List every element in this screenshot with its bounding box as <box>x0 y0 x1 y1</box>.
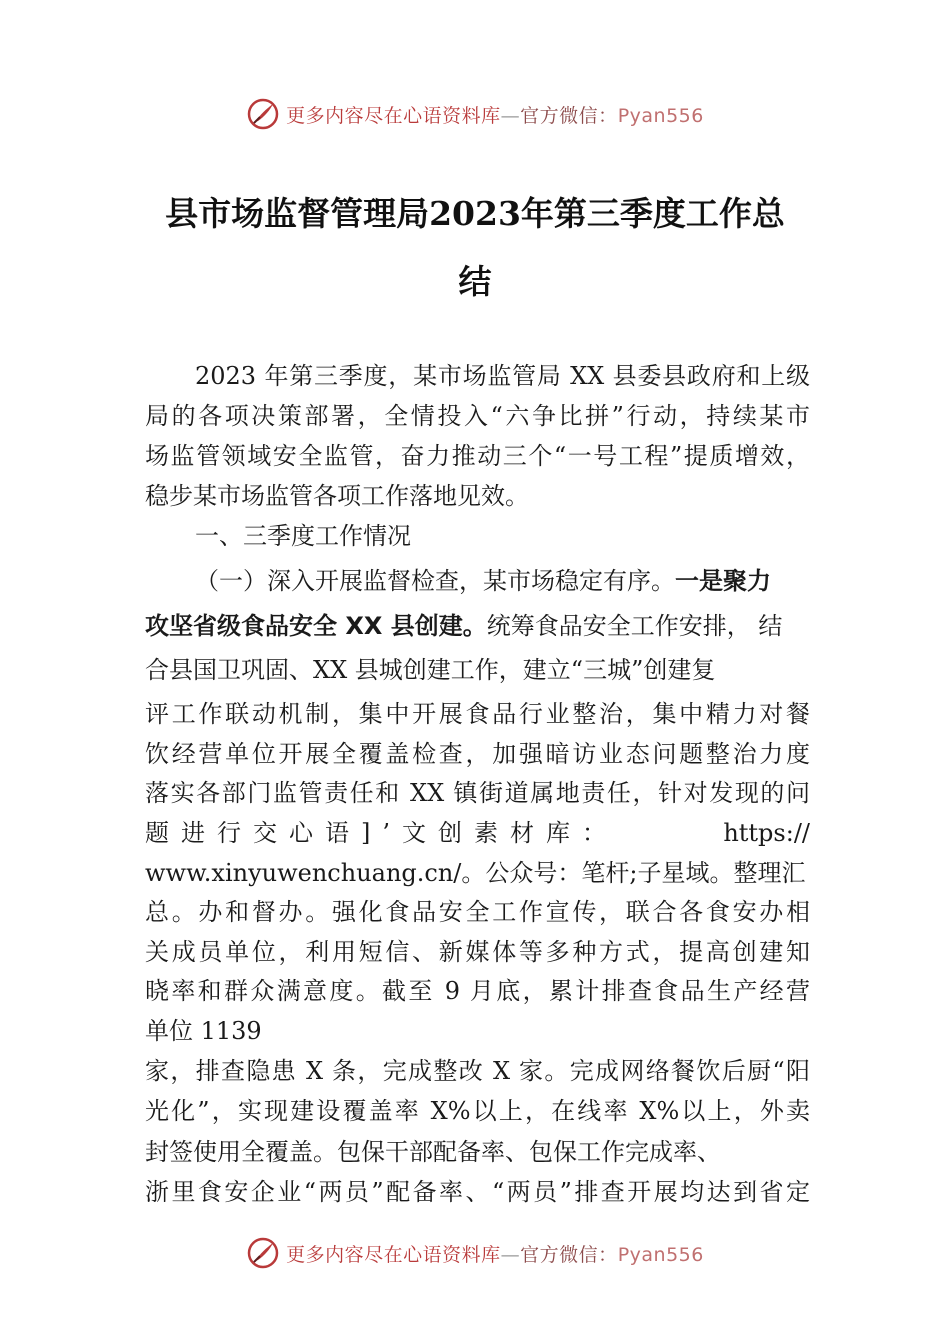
body-line: 家，排查隐患 X 条，完成整改 X 家。完成网络餐饮后厨“阳 <box>145 1057 810 1085</box>
body-line: 关成员单位，利用短信、新媒体等多种方式，提高创建知 <box>145 938 810 966</box>
body-line: 2023 年第三季度，某市场监管局 XX 县委县政府和上级 <box>195 362 810 390</box>
watermark-text: 更多内容尽在心语资料库 <box>286 104 501 127</box>
body-line: 晓率和群众满意度。截至 9 月底，累计排查食品生产经营 <box>145 977 810 1005</box>
body-line: 浙里食安企业“两员”配备率、“两员”排查开展均达到省定 <box>145 1178 810 1206</box>
body-line: 场监管领域安全监管，奋力推动三个“一号工程”提质增效， <box>145 442 810 470</box>
section-heading: 一、三季度工作情况 <box>195 522 411 550</box>
body-line: 光化”，实现建设覆盖率 X%以上，在线率 X%以上，外卖 <box>145 1097 810 1125</box>
watermark-wechat-label: 官方微信： <box>520 1243 618 1266</box>
body-line: 合县国卫巩固、XX 县城创建工作，建立“三城”创建复 <box>145 656 716 684</box>
body-line: 落实各部门监管责任和 XX 镇街道属地责任，针对发现的问 <box>145 779 810 807</box>
watermark-separator: — <box>500 104 521 127</box>
bold-heading-part-1: 一是聚力 <box>675 567 771 595</box>
subsection-line <box>195 566 810 596</box>
body-line: 总。办和督办。强化食品安全工作宣传，联合各食安办相 <box>145 898 810 926</box>
subsection-heading: （一）深入开展监督检查，某市场稳定有序。 <box>195 567 675 595</box>
website-url: https:// <box>723 819 810 847</box>
body-text: 统筹食品安全工作安排， 结 <box>486 612 783 640</box>
body-line <box>145 611 810 641</box>
watermark-wechat-id: Pyan556 <box>617 1243 704 1266</box>
quill-logo-icon <box>246 97 280 131</box>
watermark-banner-top <box>0 94 950 134</box>
watermark-banner-bottom <box>0 1233 950 1273</box>
bold-heading-part-2: 攻坚省级食品安全 XX 县创建。 <box>145 612 487 640</box>
body-line: 单位 1139 <box>145 1017 262 1045</box>
document-title-line-1: 县市场监督管理局2023年第三季度工作总 <box>165 194 785 233</box>
body-line: www.xinyuwenchuang.cn/。公众号：笔杆;子星域。整理汇 <box>145 859 806 887</box>
body-line: 饮经营单位开展全覆盖检查，加强暗访业态问题整治力度 <box>145 740 810 768</box>
watermark-separator: — <box>500 1243 521 1266</box>
body-line: 评工作联动机制，集中开展食品行业整治，集中精力对餐 <box>145 700 810 728</box>
document-title-line-2: 结 <box>458 262 492 301</box>
watermark-text: 更多内容尽在心语资料库 <box>286 1243 501 1266</box>
body-line: 稳步某市场监管各项工作落地见效。 <box>145 482 529 510</box>
body-line <box>145 818 810 848</box>
body-line: 封签使用全覆盖。包保干部配备率、包保工作完成率、 <box>145 1138 721 1166</box>
quill-logo-icon <box>246 1236 280 1270</box>
watermark-wechat-label: 官方微信： <box>520 104 618 127</box>
body-line: 局的各项决策部署，全情投入“六争比拼”行动，持续某市 <box>145 402 810 430</box>
body-text: 题进行交心语]’文创素材库： <box>145 819 618 847</box>
watermark-wechat-id: Pyan556 <box>617 104 704 127</box>
